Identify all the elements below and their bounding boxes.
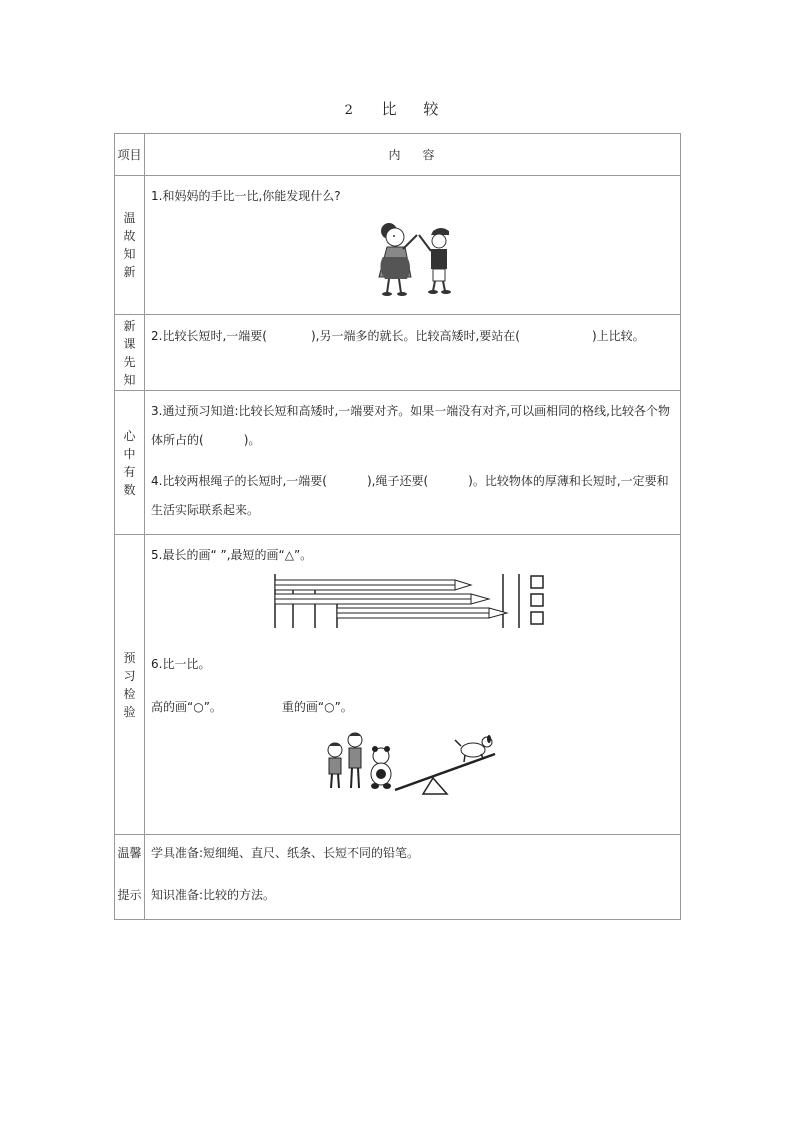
row-content [145,176,681,315]
table-row [115,535,681,835]
question-3-part-2: )。 [243,433,261,447]
question-5: 5.最长的画“ ”,最短的画“△”。 [151,548,313,562]
tips-supplies: 学具准备:短细绳、直尺、纸条、长短不同的铅笔。 [151,846,420,860]
row-label [115,535,145,835]
row-label-text: 温故知新 [123,211,136,279]
height-weight-illustration [325,728,505,798]
title-char-1: 比 [381,100,398,118]
question-2-part-2: ),另一端多的就长。比较高矮时,要站在( [310,329,520,343]
question-2-part-3: )上比较。 [591,329,645,343]
question-2 [151,322,674,351]
pencils-comparison-illustration [273,574,553,630]
tips-label-line-2: 提示 [117,888,142,902]
table-row [115,176,681,315]
preview-table [114,133,681,920]
title-char-2: 较 [423,100,440,118]
question-2-part-1: 2.比较长短时,一端要( [151,329,267,343]
taller-prompt: 高的画“○”。 [151,700,222,714]
row-content [145,535,681,835]
tips-content [145,835,681,920]
row-label [115,176,145,315]
table-header-row [115,134,681,176]
header-char-1: 内 [388,148,403,162]
question-4-part-1: 4.比较两根绳子的长短时,一端要( [151,474,327,488]
question-3 [151,397,674,455]
tips-label [115,835,145,920]
page-title [0,98,794,119]
header-char-2: 容 [422,148,437,162]
row-content [145,391,681,535]
tips-knowledge: 知识准备:比较的方法。 [151,888,276,902]
row-label-text: 预习检验 [123,650,136,719]
mother-child-hands-illustration [373,217,453,299]
table-row [115,391,681,535]
tips-label-line-1: 温馨 [117,846,142,860]
question-6-prompts [151,693,674,722]
row-label-text: 新课先知 [123,318,136,387]
question-4 [151,467,674,525]
lesson-number: 2 [344,103,354,118]
row-label [115,315,145,391]
table-row [115,315,681,391]
row-content [145,315,681,391]
question-4-part-3: )。比较物体的厚薄和长短时,一定要和生活实际联系起来。 [151,474,669,517]
question-1: 1.和妈妈的手比一比,你能发现什么? [151,189,341,203]
row-label [115,391,145,535]
heavier-prompt: 重的画“○”。 [281,700,353,714]
question-4-part-2: ),绳子还要( [366,474,429,488]
question-6: 6.比一比。 [151,657,211,671]
header-item: 项目 [115,134,145,176]
header-content [145,134,681,176]
row-label-text: 心中有数 [123,428,136,497]
table-row [115,835,681,920]
question-3-part-1: 3.通过预习知道:比较长短和高矮时,一端要对齐。如果一端没有对齐,可以画相同的格线,比较各个物体所占的( [151,404,670,447]
